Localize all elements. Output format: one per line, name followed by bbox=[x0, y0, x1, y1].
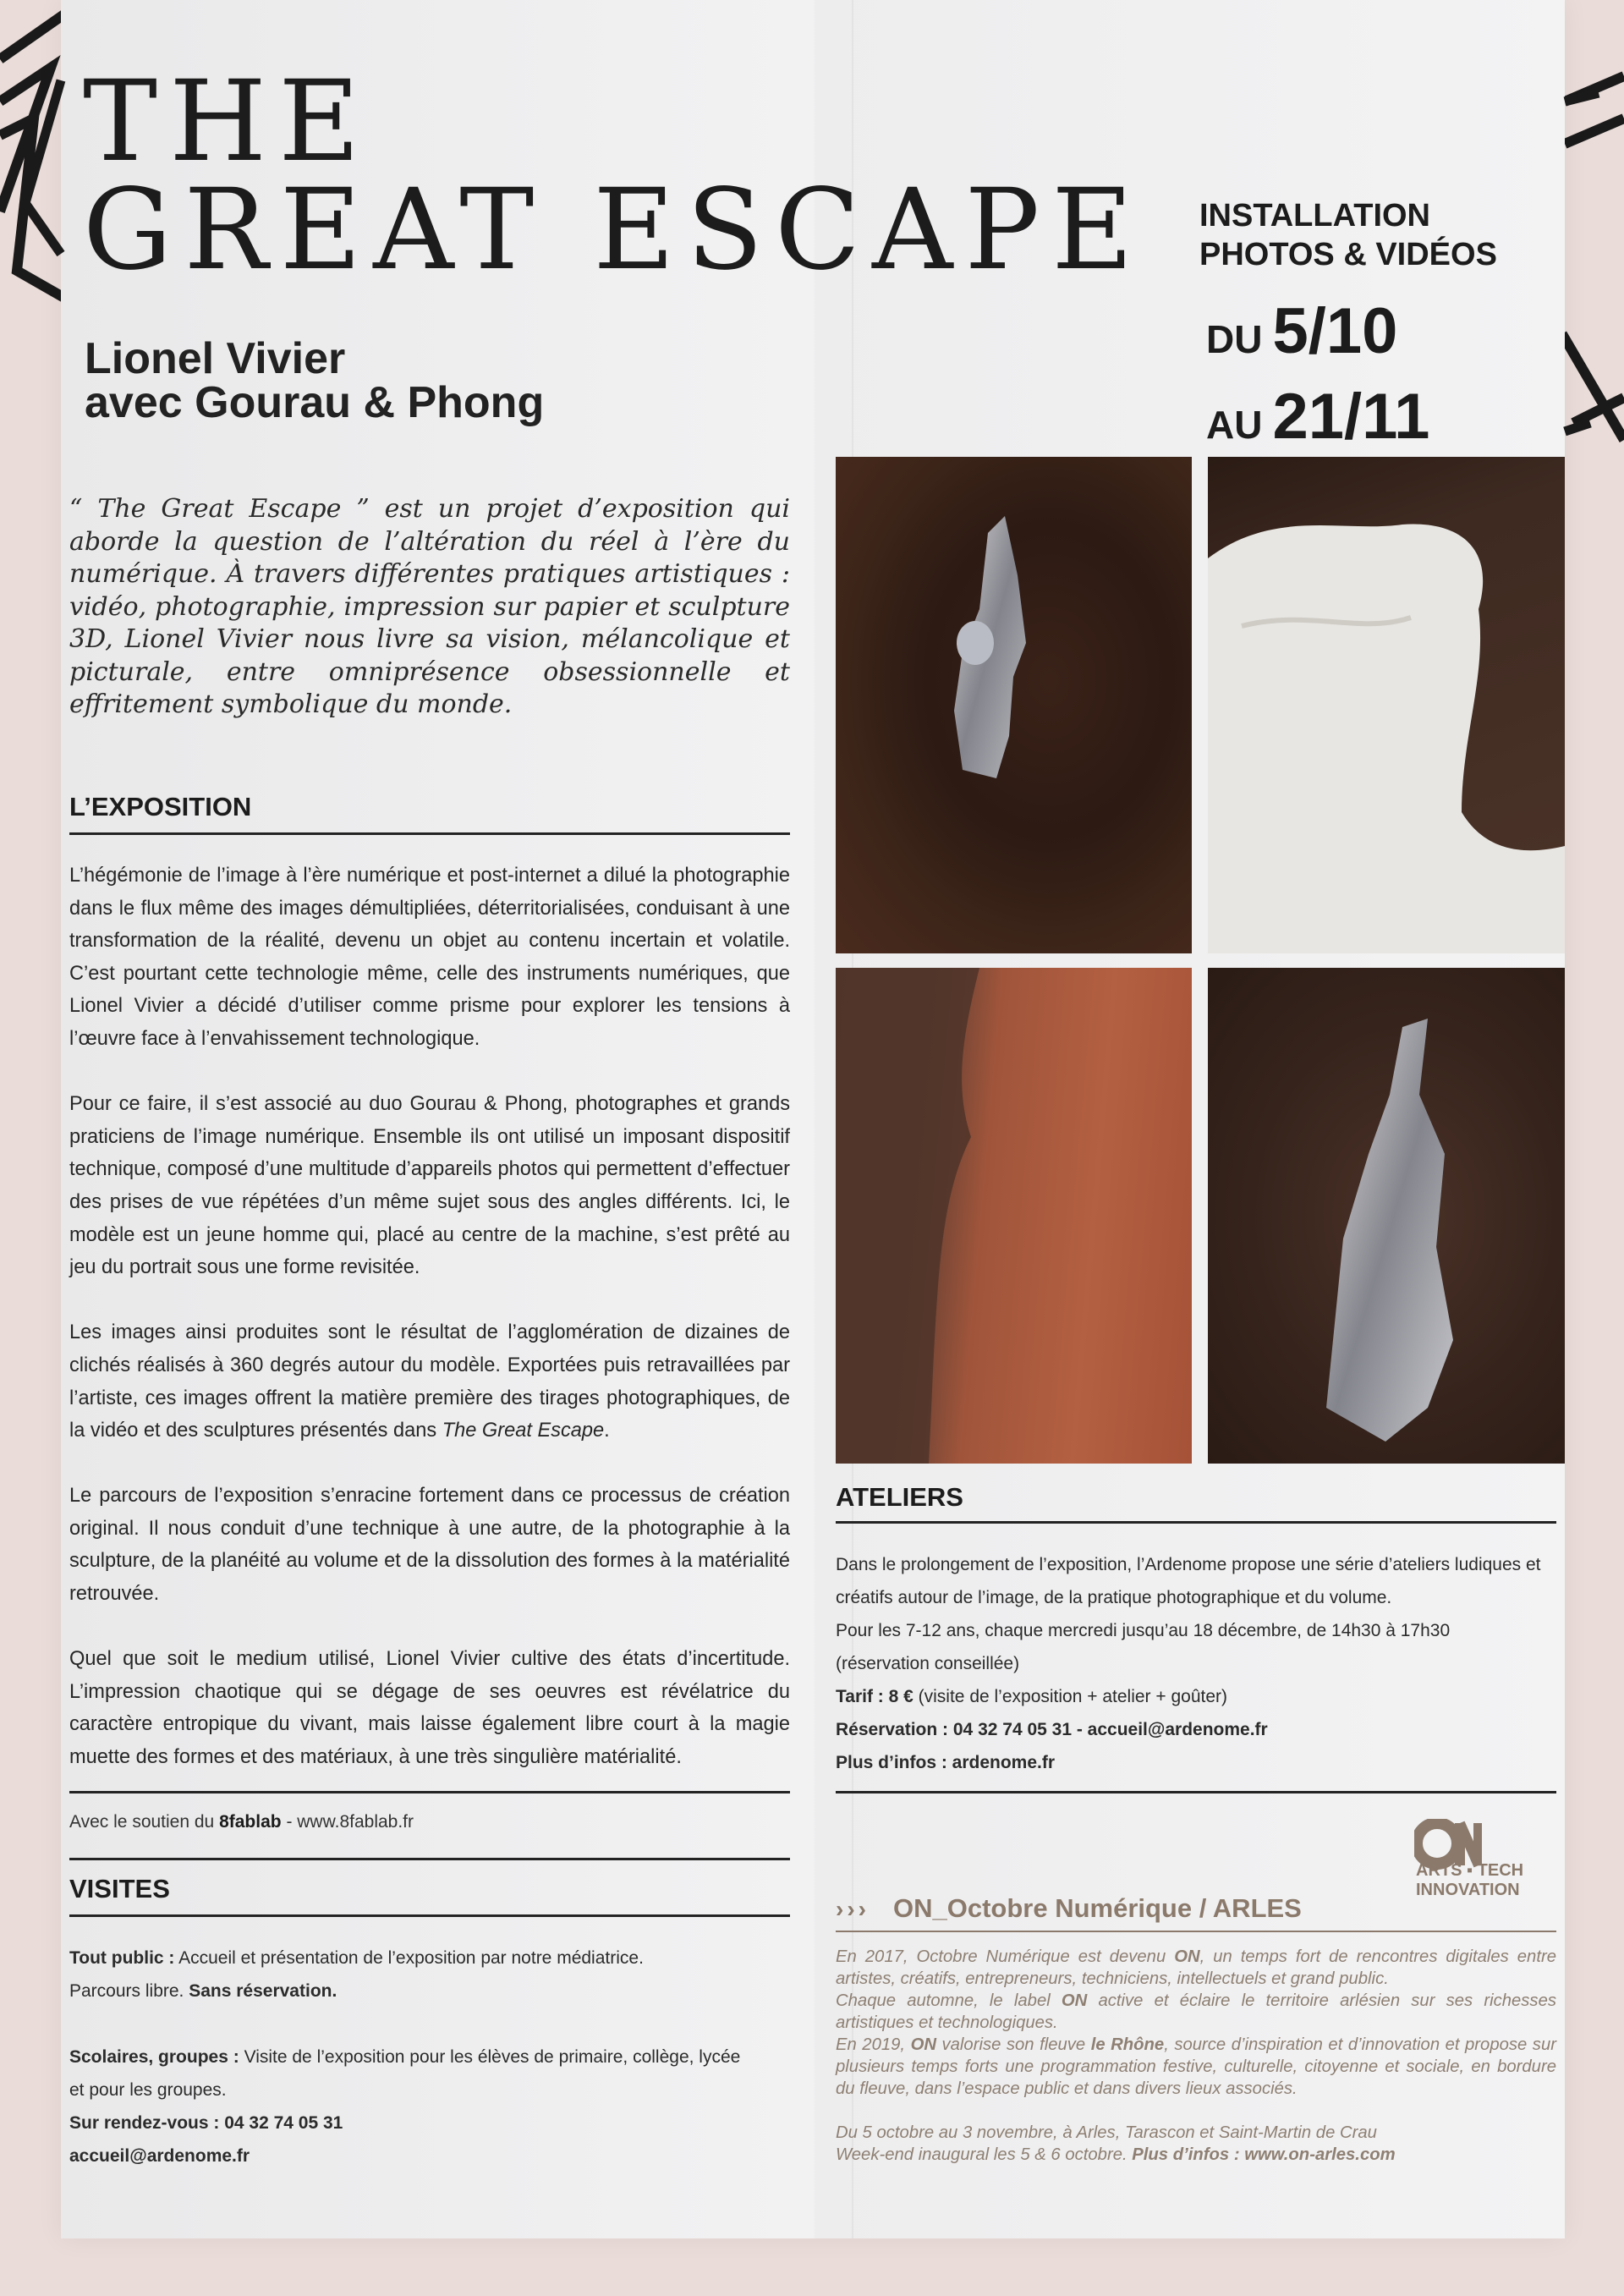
visites-groups-label: Scolaires, groupes : bbox=[69, 2047, 239, 2067]
ateliers-tarif-text: (visite de l’exposition + atelier + goûter) bbox=[913, 1687, 1228, 1706]
visites-groups bbox=[69, 2041, 790, 2074]
on-paragraph-2: Chaque automne, le label ON active et éclaire le territoire arlésien sur ses richesses artistiques et technologiques. bbox=[836, 1991, 1556, 2032]
photo-grid bbox=[836, 457, 1565, 1464]
on-title-rule bbox=[836, 1931, 1556, 1932]
exhibition-kind bbox=[1199, 196, 1497, 274]
on-link[interactable]: Plus d’infos : www.on-arles.com bbox=[1132, 2145, 1396, 2164]
on-title-text: ON_Octobre Numérique / ARLES bbox=[892, 1893, 1302, 1923]
visites-heading: VISITES bbox=[69, 1874, 170, 1903]
ateliers-heading: ATELIERS bbox=[836, 1482, 963, 1512]
photo-white-sculpture bbox=[1208, 457, 1565, 953]
triple-chevron-icon: ››› bbox=[836, 1896, 870, 1922]
on-logo-line-1: ARTS ▪ TECH bbox=[1416, 1861, 1524, 1880]
visites-email[interactable]: accueil@ardenome.fr bbox=[69, 2146, 250, 2166]
exposition-paragraph-1: L’hégémonie de l’image à l’ère numérique et post-internet a dilué la photographie dans le flux même des images démultipliées, déterritorialisées, conduisant à une transformation de la réalité, devenu un objet au contenu incertain et volatile. C’est pourtant cette technologie même, celle des instruments numériques, que Lionel Vivier a décidé d’utiliser comme prisme pour explorer les tensions à l’œuvre face à l’envahissement technologique. bbox=[69, 865, 790, 1050]
visites-free bbox=[69, 1975, 790, 2008]
visites-appointment: Sur rendez-vous : 04 32 74 05 31 bbox=[69, 2113, 343, 2133]
on-title bbox=[836, 1893, 1302, 1924]
date-to bbox=[1206, 383, 1429, 469]
date-to-prefix: AU bbox=[1206, 403, 1263, 447]
exposition-paragraph-4: Le parcours de l’exposition s’enracine fortement dans ce processus de création original. Il nous conduit d’une technique à une autre, de la photographie à la sculpture, de la planéité au volume et de la dissolution des formes à la matérialité retrouvée. bbox=[69, 1485, 790, 1606]
kind-line-2: PHOTOS & VIDÉOS bbox=[1199, 237, 1497, 272]
ateliers-tarif-label: Tarif : 8 € bbox=[836, 1687, 914, 1706]
photo-terracotta-texture bbox=[836, 968, 1192, 1464]
support-line bbox=[69, 1812, 414, 1832]
exposition-rule bbox=[69, 832, 790, 835]
visites-public bbox=[69, 1942, 790, 1975]
on-paragraph-4: Du 5 octobre au 3 novembre, à Arles, Tarascon et Saint-Martin de Crau bbox=[836, 2123, 1377, 2142]
support-name: 8fablab bbox=[219, 1812, 282, 1832]
ateliers-text bbox=[836, 1548, 1556, 1779]
visites-rule bbox=[69, 1914, 790, 1917]
artist-line-1: Lionel Vivier bbox=[85, 334, 346, 383]
exposition-paragraph-3: Les images ainsi produites sont le résultat de l’agglomération de dizaines de clichés réalisés à 360 degrés autour du modèle. Exportées puis retravaillées par l’artiste, ces images offrent la matière première des tirages photographiques, de la vidéo et des sculptures présentés dans The Great Escape. bbox=[69, 1321, 790, 1442]
intro-text: “ The Great Escape ” est un projet d’exposition qui aborde la question de l’altération du réel à l’ère du numérique. À travers différentes pratiques artistiques : vidéo, photographie, impression sur papier et sculpture 3D, Lionel Vivier nous livre sa vision, mélancolique et picturale, entre omniprésence obsessionnelle et effritement symbolique du monde. bbox=[69, 494, 790, 719]
exposition-text bbox=[69, 860, 790, 1774]
ateliers-reservation[interactable]: Réservation : 04 32 74 05 31 - accueil@ardenome.fr bbox=[836, 1720, 1268, 1739]
artist-line-2: avec Gourau & Phong bbox=[85, 378, 545, 427]
support-prefix: Avec le soutien du bbox=[69, 1812, 220, 1832]
on-description bbox=[836, 1946, 1556, 2166]
on-logo-line-2: INNOVATION bbox=[1416, 1881, 1520, 1899]
visites-public-text: Accueil et présentation de l’exposition par notre médiatrice. bbox=[174, 1948, 644, 1968]
exhibition-dates bbox=[1206, 295, 1430, 469]
photo-silver-figure-raised-arm bbox=[836, 457, 1192, 953]
visites-groups-2: et pour les groupes. bbox=[69, 2080, 227, 2100]
ateliers-line-4: (réservation conseillée) bbox=[836, 1654, 1020, 1673]
title-line-2: GREAT ESCAPE bbox=[83, 165, 1145, 295]
visites-free-text: Parcours libre. bbox=[69, 1981, 189, 2001]
ateliers-line-2: créatifs autour de l’image, de la pratique photographique et du volume. bbox=[836, 1588, 1392, 1607]
on-paragraph-3: En 2019, ON valorise son fleuve le Rhône, source d’inspiration et d’innovation et propose sur plusieurs temps forts une programmation festive, culturelle, citoyenne et sociale, en bordure du fleuve, dans l’espace public et dans divers lieux associés. bbox=[836, 2035, 1556, 2098]
on-top-rule bbox=[836, 1791, 1556, 1793]
on-paragraph-5: Week-end inaugural les 5 & 6 octobre. Plus d’infos : www.on-arles.com bbox=[836, 2145, 1396, 2164]
ateliers-infos[interactable]: Plus d’infos : ardenome.fr bbox=[836, 1753, 1056, 1772]
date-from-value: 5/10 bbox=[1272, 295, 1398, 367]
exposition-paragraph-5: Quel que soit le medium utilisé, Lionel Vivier cultive des états d’incertitude. L’impression chaotique qui se dégage de ses oeuvres est révélatrice du caractère entropique du vivant, mais laisse également libre court à la magie muette des formes et des matériaux, à une très singulière matérialité. bbox=[69, 1648, 790, 1769]
ateliers-line-3: Pour les 7-12 ans, chaque mercredi jusqu’au 18 décembre, de 14h30 à 17h30 bbox=[836, 1621, 1451, 1640]
support-rule bbox=[69, 1791, 790, 1793]
date-from-prefix: DU bbox=[1206, 317, 1263, 361]
date-from bbox=[1206, 295, 1429, 383]
visites-free-bold: Sans réservation. bbox=[189, 1981, 337, 2001]
on-paragraph-1: En 2017, Octobre Numérique est devenu ON, un temps fort de rencontres digitales entre artistes, créatifs, entrepreneurs, techniciens, intellectuels et grand public. bbox=[836, 1947, 1556, 1988]
on-logo-tagline bbox=[1416, 1861, 1523, 1900]
exposition-heading: L’EXPOSITION bbox=[69, 792, 252, 821]
ateliers-rule bbox=[836, 1521, 1556, 1524]
ateliers-tarif bbox=[836, 1680, 1556, 1713]
artist-credit bbox=[85, 334, 545, 427]
visites-groups-text: Visite de l’exposition pour les élèves de primaire, collège, lycée bbox=[239, 2047, 741, 2067]
visites-top-rule bbox=[69, 1858, 790, 1860]
support-link[interactable]: - www.8fablab.fr bbox=[281, 1812, 414, 1832]
kind-line-1: INSTALLATION bbox=[1199, 198, 1430, 233]
visites-public-label: Tout public : bbox=[69, 1948, 175, 1968]
exhibition-title bbox=[83, 57, 1145, 295]
ateliers-line-1: Dans le prolongement de l’exposition, l’Ardenome propose une série d’ateliers ludiques et bbox=[836, 1555, 1541, 1574]
title-line-1: THE bbox=[83, 57, 372, 187]
date-to-value: 21/11 bbox=[1272, 381, 1430, 453]
exposition-paragraph-2: Pour ce faire, il s’est associé au duo Gourau & Phong, photographes et grands praticiens de l’image numérique. Ensemble ils ont utilisé un imposant dispositif technique, composé d’une multitude d’appareils photos qui permettent d’effectuer des prises de vue répétées d’un même sujet sous des angles différents. Ici, le modèle est un jeune homme qui, placé au centre de la machine, s’est prêté au jeu du portrait sous une forme revisitée. bbox=[69, 1093, 790, 1279]
visites-text bbox=[69, 1942, 790, 2172]
photo-crumpled-silver-figure bbox=[1208, 968, 1565, 1464]
